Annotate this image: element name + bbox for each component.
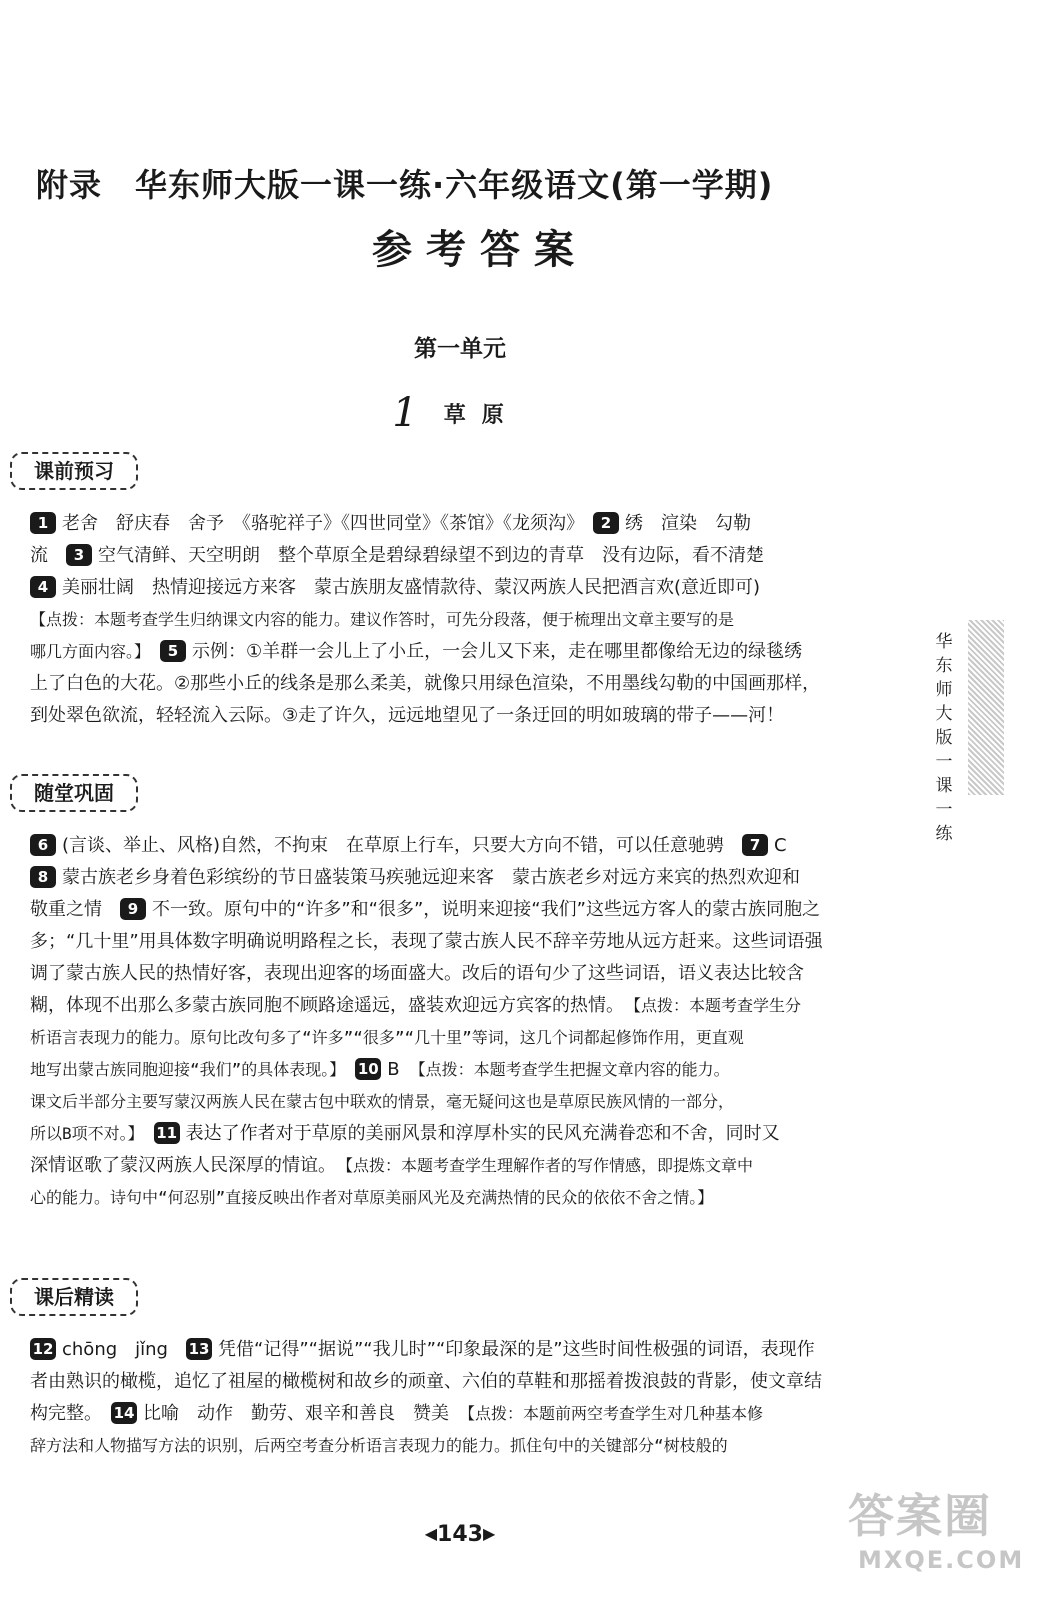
question-number: 10 — [355, 1058, 381, 1080]
answer-text: 多；“几十里”用具体数字明确说明路程之长，表现了蒙古族人民不辞辛劳地从远方赶来。这些词语强 — [30, 931, 823, 952]
answer-text: (言谈、举止、风格)自然，不拘束 在草原上行车，只要大方向不错，可以任意驰骋 — [62, 835, 743, 856]
answer-line — [30, 862, 885, 894]
question-number: 3 — [66, 544, 92, 566]
answer-line — [30, 1150, 885, 1182]
side-book-label: 华东师大版一课一练 — [935, 632, 953, 844]
answer-text: 凭借“记得”“据说”“我儿时”“印象最深的是”这些时间性极强的词语，表现作 — [218, 1339, 815, 1360]
section-label-consolidate: 随堂巩固 — [10, 774, 138, 812]
question-number: 2 — [593, 512, 619, 534]
appendix-title: 附录 华东师大版一课一练·六年级语文(第一学期) — [36, 166, 774, 204]
page-number — [0, 1522, 920, 1547]
question-number: 8 — [30, 866, 56, 888]
answer-line — [30, 1022, 885, 1054]
answer-line — [30, 958, 885, 990]
answer-text: 糊，体现不出那么多蒙古族同胞不顾路途遥远，盛装欢迎远方宾客的热情。 — [30, 995, 633, 1016]
tip-text: 课文后半部分主要写蒙汉两族人民在蒙古包中联欢的情景，毫无疑问这也是草原民族风情的一部分， — [30, 1092, 735, 1111]
answer-text: 构完整。 — [30, 1403, 111, 1424]
answer-line — [30, 508, 885, 540]
unit-heading: 第一单元 — [414, 336, 506, 362]
answer-text: C — [774, 835, 787, 856]
tip-text: 哪几方面内容。】 — [30, 642, 143, 661]
lesson-heading — [0, 390, 920, 436]
answer-line — [30, 1398, 885, 1430]
section-consolidate-content — [30, 830, 885, 1214]
tip-text: 析语言表现力的能力。原句比改句多了“许多”“很多”“几十里”等词，这几个词都起修饰作用，更直观 — [30, 1028, 744, 1047]
answer-line — [30, 830, 885, 862]
answer-text: 上了白色的大花。②那些小丘的线条是那么柔美，就像只用绿色渲染，不用墨线勾勒的中国画那样， — [30, 673, 821, 694]
answer-line — [30, 990, 885, 1022]
answer-text: chōng jǐng — [62, 1339, 186, 1360]
answer-text: B — [387, 1059, 418, 1080]
answer-heading: 参考答案 — [372, 227, 588, 273]
answer-text: 蒙古族老乡身着色彩缤纷的节日盛装策马疾驰远迎来客 蒙古族老乡对远方来宾的热烈欢迎和 — [62, 867, 800, 888]
answer-text: 老舍 舒庆春 舍予 《骆驼祥子》《四世同堂》《茶馆》《龙须沟》 — [62, 513, 593, 534]
right-triangle-icon: ▶ — [482, 1524, 496, 1543]
answer-line — [30, 572, 885, 604]
lesson-title: 草原 — [443, 403, 520, 428]
answer-text: 空气清鲜、天空明朗 整个草原全是碧绿碧绿望不到边的青草 没有边际，看不清楚 — [98, 545, 764, 566]
left-triangle-icon: ◀ — [424, 1524, 438, 1543]
section-reading-content — [30, 1334, 885, 1462]
answer-line — [30, 1054, 885, 1086]
tip-text: 所以B项不对。】 — [30, 1124, 136, 1143]
answer-line — [30, 1366, 885, 1398]
section-label-reading: 课后精读 — [10, 1278, 138, 1316]
answer-text: 不一致。原句中的“许多”和“很多”，说明来迎接“我们”这些远方客人的蒙古族同胞之 — [152, 899, 820, 920]
answer-line — [30, 668, 885, 700]
page-number-value: 143 — [437, 1522, 483, 1547]
tip-text: 心的能力。诗句中“何忍别”直接反映出作者对草原美丽风光及充满热情的民众的依依不舍之情。】 — [30, 1188, 714, 1207]
answer-line — [30, 604, 885, 636]
question-number: 4 — [30, 576, 56, 598]
answer-text: 绣 渲染 勾勒 — [625, 513, 751, 534]
answer-line — [30, 540, 885, 572]
answer-text: 调了蒙古族人民的热情好客，表现出迎客的场面盛大。改后的语句少了这些词语，语义表达比较含 — [30, 963, 804, 984]
watermark-logo: 答案圈 — [848, 1489, 992, 1543]
question-number: 1 — [30, 512, 56, 534]
tip-text: 【点拨：本题考查学生把握文章内容的能力。 — [417, 1060, 730, 1079]
answer-line — [30, 1118, 885, 1150]
answer-text — [337, 1059, 355, 1080]
answer-text — [142, 641, 160, 662]
answer-text: 表达了作者对于草原的美丽风景和淳厚朴实的民风充满眷恋和不舍，同时又 — [185, 1123, 780, 1144]
tip-text: 【点拨：本题考查学生理解作者的写作情感，即提炼文章中 — [345, 1156, 754, 1175]
side-pattern — [968, 620, 1004, 795]
answer-line — [30, 926, 885, 958]
question-number: 14 — [111, 1402, 137, 1424]
answer-text: 比喻 动作 勤劳、艰辛和善良 赞美 — [143, 1403, 467, 1424]
question-number: 6 — [30, 834, 56, 856]
question-number: 13 — [186, 1338, 212, 1360]
answer-text: 流 — [30, 545, 66, 566]
lesson-number: 1 — [392, 390, 418, 436]
tip-text: 辞方法和人物描写方法的识别，后两空考查分析语言表现力的能力。抓住句中的关键部分“树枝般的 — [30, 1436, 728, 1455]
question-number: 9 — [120, 898, 146, 920]
tip-text: 【点拨：本题前两空考查学生对几种基本修 — [467, 1404, 764, 1423]
answer-line — [30, 1086, 885, 1118]
answer-line — [30, 894, 885, 926]
answer-line — [30, 636, 885, 668]
question-number: 11 — [154, 1122, 180, 1144]
answer-text: 者由熟识的橄榄，追忆了祖屋的橄榄树和故乡的顽童、六伯的草鞋和那摇着拨浪鼓的背影，使文章结 — [30, 1371, 822, 1392]
answer-text: 深情讴歌了蒙汉两族人民深厚的情谊。 — [30, 1155, 345, 1176]
answer-line — [30, 1334, 885, 1366]
tip-text: 地写出蒙古族同胞迎接“我们”的具体表现。】 — [30, 1060, 338, 1079]
answer-line — [30, 1182, 885, 1214]
answer-line — [30, 1430, 885, 1462]
answer-text — [136, 1123, 154, 1144]
section-preview-content — [30, 508, 885, 732]
answer-line — [30, 700, 885, 732]
answer-text: 美丽壮阔 热情迎接远方来客 蒙古族朋友盛情款待、蒙汉两族人民把酒言欢(意近即可) — [62, 577, 761, 598]
answer-text: 示例：①羊群一会儿上了小丘，一会儿又下来，走在哪里都像给无边的绿毯绣 — [192, 641, 803, 662]
question-number: 12 — [30, 1338, 56, 1360]
question-number: 5 — [160, 640, 186, 662]
answer-text: 敬重之情 — [30, 899, 120, 920]
tip-text: 【点拨：本题考查学生分 — [633, 996, 802, 1015]
tip-text: 【点拨：本题考查学生归纳课文内容的能力。建议作答时，可先分段落，便于梳理出文章主要写的是 — [30, 610, 735, 629]
answer-text: 到处翠色欲流，轻轻流入云际。③走了许久，远远地望见了一条迂回的明如玻璃的带子——河！ — [30, 705, 785, 726]
question-number: 7 — [742, 834, 768, 856]
section-label-preview: 课前预习 — [10, 452, 138, 490]
watermark-url: MXQE.COM — [858, 1546, 1025, 1574]
